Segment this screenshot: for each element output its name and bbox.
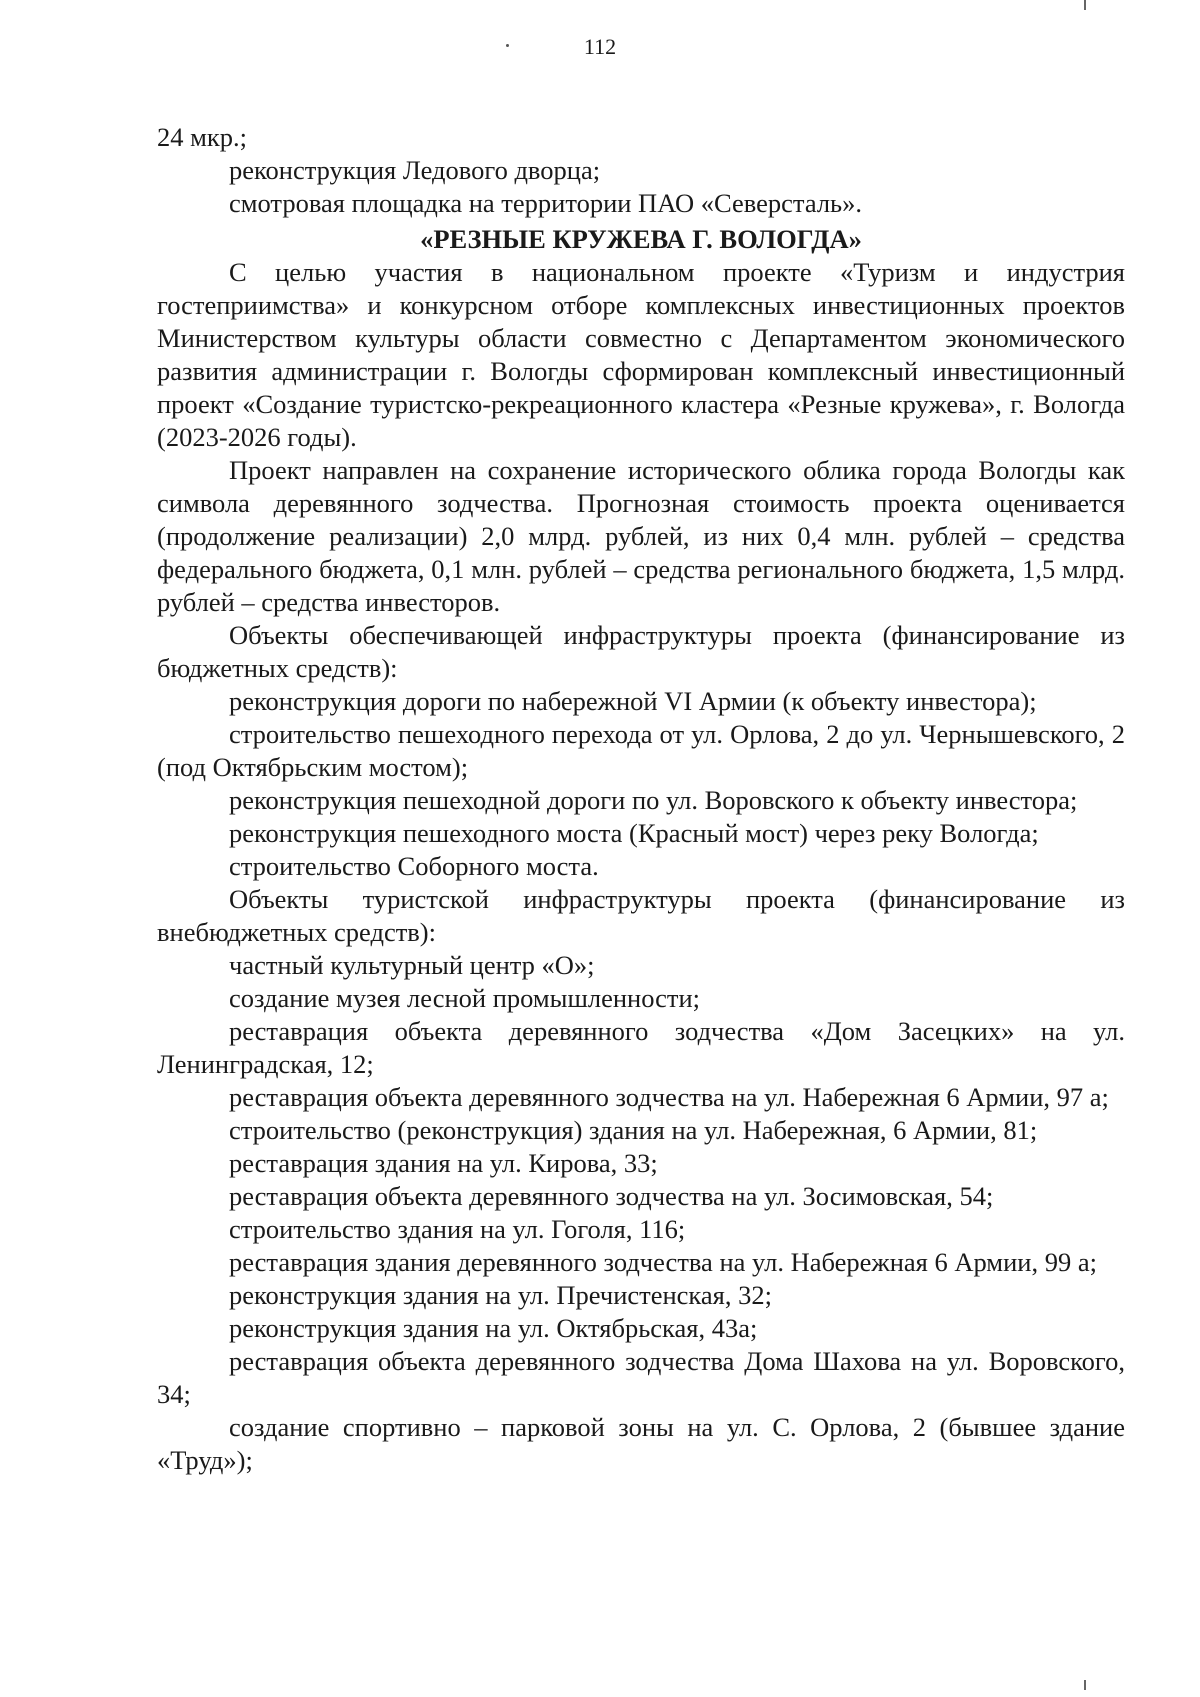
list-item: реставрация объекта деревянного зодчества на ул. Набережная 6 Армии, 97 а;	[229, 1082, 1109, 1112]
list-item: реставрация здания деревянного зодчества на ул. Набережная 6 Армии, 99 а;	[229, 1247, 1097, 1277]
scan-edge-mark	[1084, 0, 1086, 10]
list-item: создание музея лесной промышленности;	[229, 983, 701, 1013]
list-item: реставрация здания на ул. Кирова, 33;	[229, 1148, 658, 1178]
paragraph-continuation: 24 мкр.;	[157, 122, 248, 152]
document-body	[157, 121, 1125, 1477]
list-item: строительство Соборного моста.	[229, 851, 599, 881]
list-item: реконструкция Ледового дворца;	[229, 155, 601, 185]
section-title: «РЕЗНЫЕ КРУЖЕВА Г. ВОЛОГДА»	[420, 224, 862, 254]
paragraph: Объекты туристской инфраструктуры проекта (финансирование из внебюджетных средств):	[157, 884, 1125, 947]
list-item: реконструкция дороги по набережной VI Армии (к объекту инвестора);	[229, 686, 1037, 716]
list-item: реконструкция пешеходной дороги по ул. Воровского к объекту инвестора;	[229, 785, 1078, 815]
list-item: реставрация объекта деревянного зодчества Дома Шахова на ул. Воровского, 34;	[157, 1346, 1125, 1409]
page-number: 112	[583, 34, 617, 59]
list-item: строительство пешеходного перехода от ул. Орлова, 2 до ул. Чернышевского, 2 (под Октябрьским мостом);	[157, 719, 1125, 782]
paragraph: Проект направлен на сохранение исторического облика города Вологды как символа деревянного зодчества. Прогнозная стоимость проекта оценивается (продолжение реализации) 2,0 млрд. рублей, из них 0,4 млн. рублей – средства федерального бюджета, 0,1 млн. рублей – средства регионального бюджета, 1,5 млрд. рублей – средства инвесторов.	[157, 455, 1125, 617]
list-item: строительство здания на ул. Гоголя, 116;	[229, 1214, 686, 1244]
list-item: реставрация объекта деревянного зодчества на ул. Зосимовская, 54;	[229, 1181, 994, 1211]
paragraph: Объекты обеспечивающей инфраструктуры проекта (финансирование из бюджетных средств):	[157, 620, 1125, 683]
list-item: реконструкция здания на ул. Пречистенская, 32;	[229, 1280, 772, 1310]
list-item: частный культурный центр «О»;	[229, 950, 595, 980]
list-item: реставрация объекта деревянного зодчества «Дом Засецких» на ул. Ленинградская, 12;	[157, 1016, 1125, 1079]
list-item: реконструкция пешеходного моста (Красный мост) через реку Вологда;	[229, 818, 1039, 848]
scan-edge-mark	[1084, 1680, 1086, 1690]
list-item: смотровая площадка на территории ПАО «Северсталь».	[229, 188, 862, 218]
list-item: создание спортивно – парковой зоны на ул. С. Орлова, 2 (бывшее здание «Труд»);	[157, 1412, 1125, 1475]
list-item: реконструкция здания на ул. Октябрьская, 43а;	[229, 1313, 758, 1343]
list-item: строительство (реконструкция) здания на ул. Набережная, 6 Армии, 81;	[229, 1115, 1038, 1145]
paragraph: С целью участия в национальном проекте «Туризм и индустрия гостеприимства» и конкурсном отборе комплексных инвестиционных проектов Министерством культуры области совместно с Департаментом экономического развития администрации г. Вологды сформирован комплексный инвестиционный проект «Создание туристско-рекреационного кластера «Резные кружева», г. Вологда (2023-2026 годы).	[157, 257, 1125, 452]
